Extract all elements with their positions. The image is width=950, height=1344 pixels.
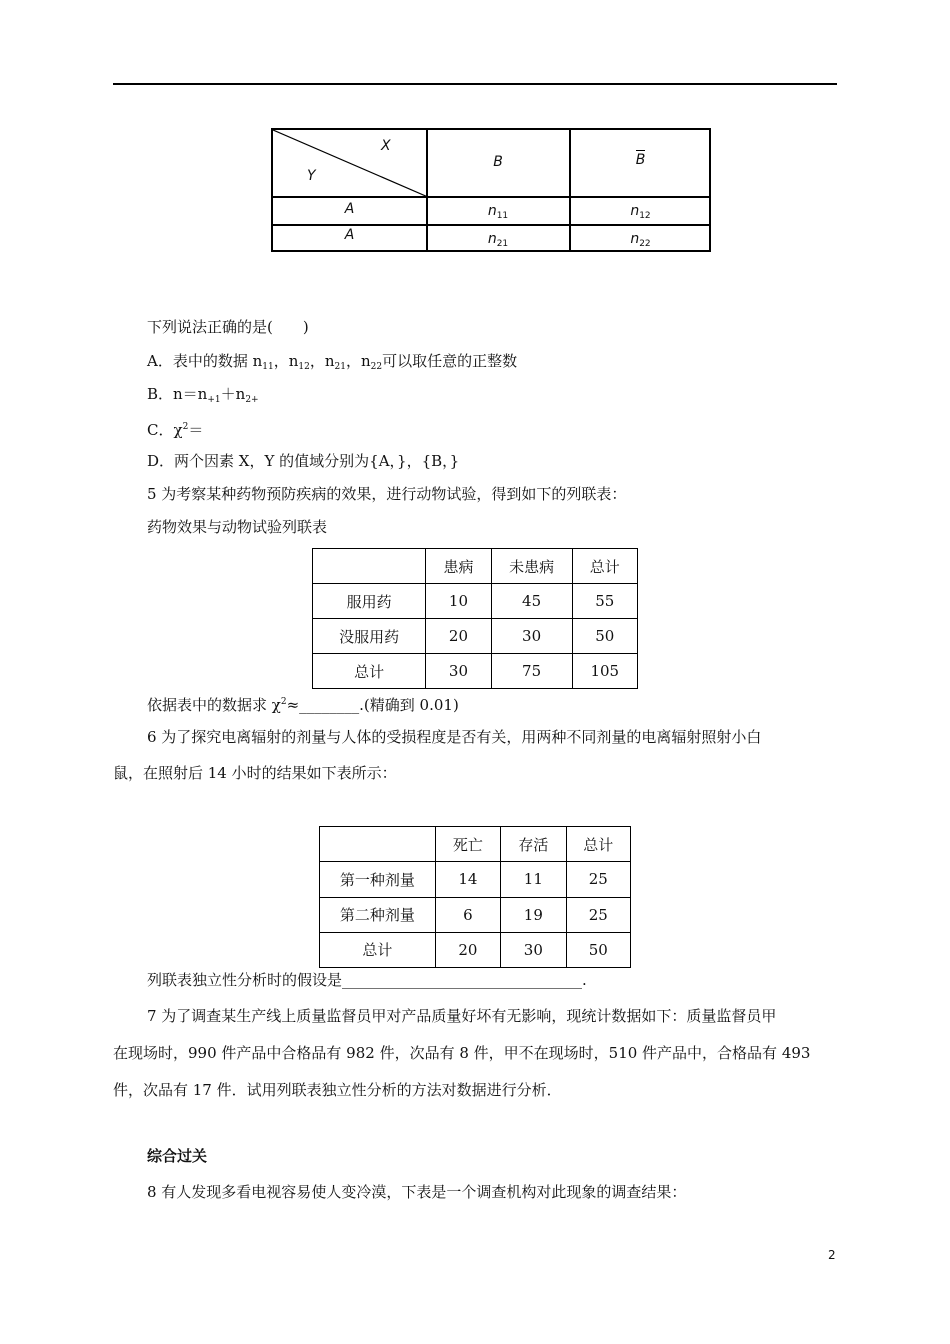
table-row: 患病 未患病 总计 <box>313 549 638 584</box>
table-row: 总计 30 75 105 <box>313 654 638 689</box>
cell-n12: $n_{12}$ <box>630 203 651 221</box>
q6-line-2: 鼠，在照射后 14 小时的结果如下表所示： <box>113 764 397 782</box>
q5-question: 依据表中的数据求 $\chi^2\approx\_\_\_\_\_\_\_\_$.(精确到 0.01) <box>147 696 459 714</box>
q5-stem: 5 为考察某种药物预防疾病的效果，进行动物试验，得到如下的列联表： <box>147 485 627 503</box>
table-row: 第二种剂量 6 19 25 <box>320 897 631 932</box>
col-b: B <box>493 154 503 170</box>
row-a-bar: A <box>344 227 355 243</box>
q4-option-b: B．$n=n_{+1}+n_{2+}$ <box>147 385 259 405</box>
cell-n22: $n_{22}$ <box>630 231 651 249</box>
cell-n21: $n_{21}$ <box>487 231 509 249</box>
radiation-contingency-table <box>319 826 631 968</box>
q8-stem: 8 有人发现多看电视容易使人变冷漠，下表是一个调查机构对此现象的调查结果： <box>147 1183 687 1201</box>
section-heading: 综合过关 <box>147 1147 208 1165</box>
header-rule <box>113 83 837 85</box>
table-row: 服用药 10 45 55 <box>313 584 638 619</box>
table-row: 死亡 存活 总计 <box>320 827 631 862</box>
table-row: 第一种剂量 14 11 25 <box>320 862 631 897</box>
contingency-table-1 <box>271 128 711 252</box>
q4-option-c: C．$\chi^2=$ <box>147 421 204 439</box>
q4-option-d: D．两个因素 X，Y 的值域分别为{A，}，{B，} <box>147 452 460 470</box>
q5-caption: 药物效果与动物试验列联表 <box>147 518 328 536</box>
cell-n11: $n_{11}$ <box>487 203 509 221</box>
diagonal-header-line <box>273 130 429 197</box>
q7-line-3: 件，次品有 17 件．试用列联表独立性分析的方法对数据进行分析． <box>113 1081 562 1099</box>
header-x: X <box>381 138 391 154</box>
q4-stem: 下列说法正确的是( ) <box>147 318 309 336</box>
header-y: Y <box>307 168 316 184</box>
drug-contingency-table <box>312 548 638 689</box>
table-row: 总计 20 30 50 <box>320 932 631 967</box>
q6-line-1: 6 为了探究电离辐射的剂量与人体的受损程度是否有关，用两种不同剂量的电离辐射照射小白 <box>147 728 762 746</box>
q4-option-a: A．表中的数据 $n_{11}$，$n_{12}$，$n_{21}$，$n_{22}$可以取任意的正整数 <box>147 352 518 372</box>
q7-line-1: 7 为了调查某生产线上质量监督员甲对产品质量好坏有无影响，现统计数据如下：质量监督员甲 <box>147 1007 777 1025</box>
col-b-bar: B <box>635 152 646 168</box>
table-row: 没服用药 20 30 50 <box>313 619 638 654</box>
q7-line-2: 在现场时，990 件产品中合格品有 982 件，次品有 8 件，甲不在现场时，510 件产品中，合格品有 493 <box>113 1044 811 1062</box>
q6-question: 列联表独立性分析时的假设是________________________________. <box>147 971 587 989</box>
page-number: 2 <box>828 1248 836 1262</box>
row-a: A <box>344 201 355 217</box>
